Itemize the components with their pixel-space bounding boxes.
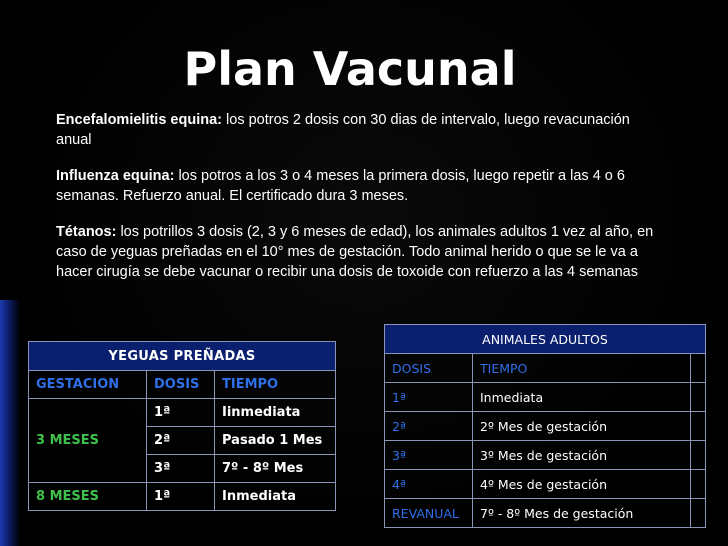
decorative-edge xyxy=(0,300,20,546)
dose-cell: 2ª xyxy=(147,427,215,455)
dose-cell: 3ª xyxy=(385,441,473,470)
section-text: los potros 2 dosis con 30 dias de intervalo, luego revacunación anual xyxy=(56,112,630,148)
time-cell: 2º Mes de gestación xyxy=(473,412,691,441)
table-edge-cell xyxy=(691,383,706,412)
table-edge-cell xyxy=(691,441,706,470)
time-cell: Inmediata xyxy=(473,383,691,412)
dose-cell: 1ª xyxy=(385,383,473,412)
dose-cell: 4ª xyxy=(385,470,473,499)
column-header: DOSIS xyxy=(385,354,473,383)
column-header: DOSIS xyxy=(147,371,215,399)
mares-table xyxy=(28,341,336,511)
dose-cell: 2ª xyxy=(385,412,473,441)
time-cell: Inmediata xyxy=(215,483,336,511)
time-cell: 7º - 8º Mes de gestación xyxy=(473,499,691,528)
column-header: GESTACION xyxy=(29,371,147,399)
section-label: Influenza equina: xyxy=(56,168,175,184)
section-label: Encefalomielitis equina: xyxy=(56,112,222,128)
time-cell: 7º - 8º Mes xyxy=(215,455,336,483)
dose-cell: 3ª xyxy=(147,455,215,483)
gestation-cell: 8 MESES xyxy=(29,483,147,511)
table-header: ANIMALES ADULTOS xyxy=(385,325,706,354)
dose-cell: REVANUAL xyxy=(385,499,473,528)
vaccine-descriptions xyxy=(56,110,668,298)
section-tetanos xyxy=(56,222,668,282)
page-title: Plan Vacunal xyxy=(183,42,517,96)
section-text: los potrillos 3 dosis (2, 3 y 6 meses de edad), los animales adultos 1 vez al año, en caso de yeguas preñadas en el 10° mes de gestación. Todo animal herido o que se le va a hacer cirugía se debe vacunar o recibir una dosis de toxoide con refuerzo a las 4 semanas xyxy=(56,224,654,280)
column-header: TIEMPO xyxy=(215,371,336,399)
section-label: Tétanos: xyxy=(56,224,117,240)
time-cell: 3º Mes de gestación xyxy=(473,441,691,470)
time-cell: Iinmediata xyxy=(215,399,336,427)
time-cell: 4º Mes de gestación xyxy=(473,470,691,499)
dose-cell: 1ª xyxy=(147,399,215,427)
table-edge-cell xyxy=(691,470,706,499)
table-header: YEGUAS PREÑADAS xyxy=(29,342,336,371)
column-header: TIEMPO xyxy=(473,354,691,383)
table-edge-cell xyxy=(691,354,706,383)
table-edge-cell xyxy=(691,412,706,441)
adults-table xyxy=(384,324,706,528)
time-cell: Pasado 1 Mes xyxy=(215,427,336,455)
section-encefalomielitis xyxy=(56,110,668,150)
section-influenza xyxy=(56,166,668,206)
gestation-cell: 3 MESES xyxy=(29,399,147,483)
section-text: los potros a los 3 o 4 meses la primera dosis, luego repetir a las 4 o 6 semanas. Refuerzo anual. El certificado dura 3 meses. xyxy=(56,168,625,204)
dose-cell: 1ª xyxy=(147,483,215,511)
table-edge-cell xyxy=(691,499,706,528)
